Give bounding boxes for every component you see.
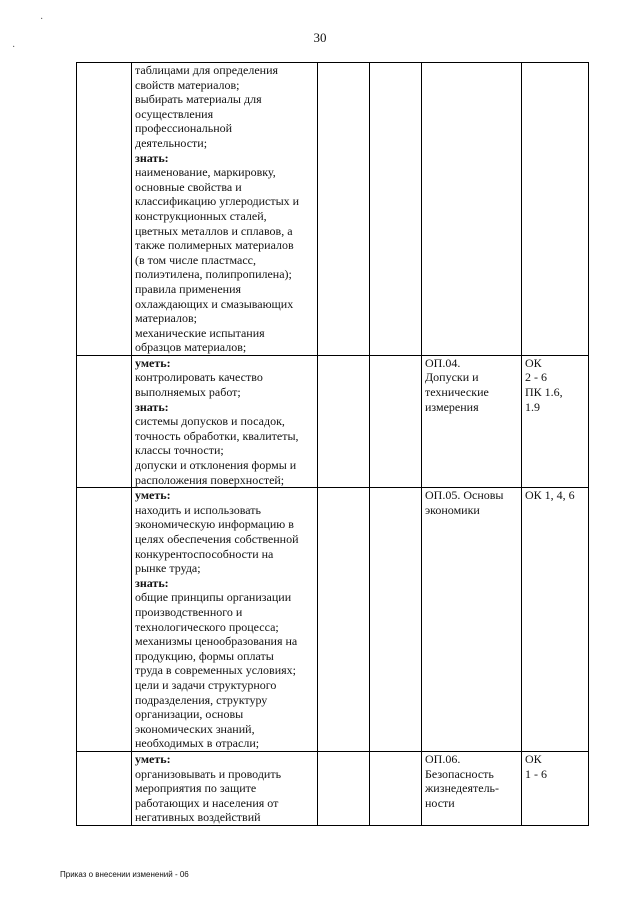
competency-line: полиэтилена, полипропилена); — [135, 267, 292, 282]
page-number: 30 — [313, 30, 327, 45]
competency-line: образцов материалов; — [135, 340, 247, 355]
hours-cell — [318, 751, 370, 825]
competency-line: деятельности; — [135, 135, 208, 150]
index-cell — [77, 751, 132, 825]
competency-line: экономических знаний, — [135, 721, 255, 736]
competency-line: выполняемых работ; — [135, 385, 241, 400]
curriculum-table — [76, 62, 589, 826]
competency-line: цветных металлов и сплавов, а — [135, 223, 293, 238]
competency-cell — [132, 751, 318, 825]
competency-line: мероприятия по защите — [135, 781, 257, 796]
hours-cell — [370, 488, 422, 752]
section-heading: знать: — [135, 575, 169, 590]
hours-cell — [370, 63, 422, 356]
competency-codes-cell: ОК 2 - 6 ПК 1.6, 1.9 — [522, 355, 589, 487]
competency-line: механические испытания — [135, 325, 265, 340]
table-row — [77, 355, 589, 487]
table-row — [77, 63, 589, 356]
hours-cell — [370, 751, 422, 825]
competency-line: расположения поверхностей; — [135, 472, 285, 487]
footer-note: Приказ о внесении изменений - 06 — [60, 870, 189, 879]
competency-line: цели и задачи структурного — [135, 677, 277, 692]
section-heading: знать: — [135, 150, 169, 165]
competency-line: системы допусков и посадок, — [135, 414, 285, 429]
index-cell — [77, 355, 132, 487]
competency-line: профессиональной — [135, 121, 233, 136]
competency-line: допуски и отклонения формы и — [135, 458, 297, 473]
discipline-cell: ОП.05. Основы экономики — [422, 488, 522, 752]
competency-line: материалов; — [135, 311, 197, 326]
competency-line: необходимых в отрасли; — [135, 736, 260, 751]
competency-line: наименование, маркировку, — [135, 165, 276, 180]
competency-line: правила применения — [135, 281, 242, 296]
competency-line: производственного и — [135, 604, 243, 619]
competency-line: точность обработки, квалитеты, — [135, 428, 299, 443]
competency-line: негативных воздействий — [135, 810, 261, 825]
competency-line: основные свойства и — [135, 179, 242, 194]
competency-codes-cell: ОК 1, 4, 6 — [522, 488, 589, 752]
discipline-cell — [422, 63, 522, 356]
competency-codes-cell — [522, 63, 589, 356]
competency-line: продукцию, формы оплаты — [135, 648, 274, 663]
competency-line: подразделения, структуру — [135, 692, 268, 707]
section-heading: уметь: — [135, 355, 171, 370]
competency-line: труда в современных условиях; — [135, 663, 296, 678]
discipline-cell: ОП.06. Безопасность жизнедеятель- ности — [422, 751, 522, 825]
competency-line: организации, основы — [135, 707, 244, 722]
hours-cell — [318, 355, 370, 487]
competency-line: конструкционных сталей, — [135, 208, 267, 223]
competency-line: выбирать материалы для — [135, 92, 262, 107]
competency-cell — [132, 488, 318, 752]
competency-line: организовывать и проводить — [135, 766, 282, 781]
competency-codes-cell: ОК 1 - 6 — [522, 751, 589, 825]
hours-cell — [370, 355, 422, 487]
competency-line: технологического процесса; — [135, 619, 279, 634]
competency-line: осуществления — [135, 106, 214, 121]
competency-line: находить и использовать — [135, 502, 261, 517]
competency-line: таблицами для определения — [135, 63, 279, 77]
competency-line: целях обеспечения собственной — [135, 532, 299, 546]
competency-line: механизмы ценообразования на — [135, 634, 298, 649]
competency-line: свойств материалов; — [135, 77, 240, 92]
scan-speck: · — [40, 14, 44, 25]
competency-line: также полимерных материалов — [135, 238, 294, 253]
discipline-cell: ОП.04. Допуски и технические измерения — [422, 355, 522, 487]
section-heading: уметь: — [135, 751, 171, 766]
competency-line: охлаждающих и смазывающих — [135, 296, 294, 311]
index-cell — [77, 63, 132, 356]
table-row — [77, 488, 589, 752]
competency-line: общие принципы организации — [135, 590, 292, 605]
competency-line: рынке труда; — [135, 561, 201, 576]
competency-line: экономическую информацию в — [135, 517, 294, 532]
table-row — [77, 751, 589, 825]
competency-cell — [132, 63, 318, 356]
competency-line: (в том числе пластмасс, — [135, 252, 257, 267]
competency-line: классы точности; — [135, 443, 224, 458]
section-heading: знать: — [135, 399, 169, 414]
hours-cell — [318, 488, 370, 752]
competency-line: работающих и населения от — [135, 795, 279, 810]
section-heading: уметь: — [135, 488, 171, 503]
scan-speck: · — [12, 42, 16, 53]
competency-line: конкурентоспособности на — [135, 546, 274, 561]
competency-line: контролировать качество — [135, 370, 263, 385]
index-cell — [77, 488, 132, 752]
competency-cell — [132, 355, 318, 487]
competency-line: классификацию углеродистых и — [135, 194, 300, 209]
hours-cell — [318, 63, 370, 356]
